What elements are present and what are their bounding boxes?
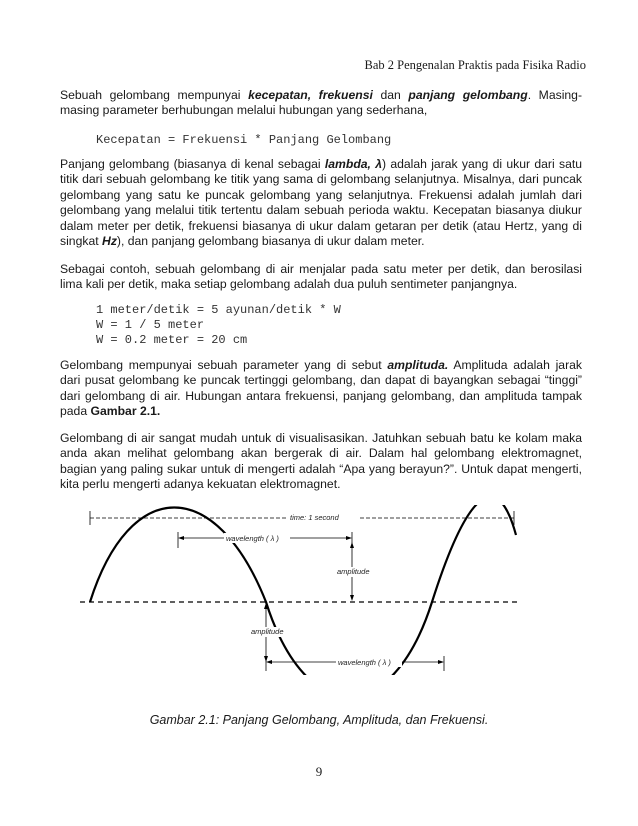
time-label: time: 1 second bbox=[290, 513, 339, 522]
formula-speed: Kecepatan = Frekuensi * Panjang Gelombang bbox=[96, 133, 392, 147]
amplitude-top-label: amplitude bbox=[337, 567, 370, 576]
paragraph-wavelength-definition: Panjang gelombang (biasanya di kenal sebagai lambda, λ) adalah jarak yang di ukur dari satu titik dari sebuah gelombang ke titik yang sama di gelombang selanjutnya. Misalnya, dari puncak gelombang yang satu ke puncak gelombang yang selanjutnya. Frekuensi adalah jumlah dari gelombang yang melalui titik tertentu dalam sebuah perioda waktu. Kecepatan biasanya diukur dalam meter per detik, frekuensi biasanya di ukur dalam getaran per detik (atau Hertz, yang di singkat Hz), dan panjang gelombang biasanya di ukur dalam meter. bbox=[60, 157, 583, 249]
sine-wave bbox=[90, 505, 516, 675]
example-calculation bbox=[96, 303, 341, 348]
paragraph-example: Sebagai contoh, sebuah gelombang di air menjalar pada satu meter per detik, dan berosilasi lima kali per detik, maka setiap gelombang adalah dua puluh sentimeter panjangnya. bbox=[60, 262, 582, 292]
paragraph-visualization: Gelombang di air sangat mudah untuk di visualisasikan. Jatuhkan sebuah batu ke kolam maka anda akan melihat gelombang akan bergerak di air. Dalam hal gelombang elektromagnet, bagian yang paling sukar untuk di mengerti adalah “Apa yang berayun?”. Untuk dapat mengerti, kita perlu mengerti adanya kekuatan elektromagnet. bbox=[60, 431, 582, 492]
term-amplitude: amplituda. bbox=[387, 358, 449, 372]
wavelength-top-label: wavelength ( λ ) bbox=[226, 534, 279, 543]
amplitude-bottom-label: amplitude bbox=[251, 627, 284, 636]
running-head: Bab 2 Pengenalan Praktis pada Fisika Radio bbox=[364, 58, 586, 72]
figure-caption: Gambar 2.1: Panjang Gelombang, Amplituda, dan Frekuensi. bbox=[149, 713, 489, 727]
term-hz: Hz bbox=[102, 234, 117, 249]
page-number: 9 bbox=[315, 764, 323, 779]
paragraph-amplitude: Gelombang mempunyai sebuah parameter yang di sebut amplituda. Amplituda adalah jarak dari pusat gelombang ke puncak tertinggi gelombang, dan dapat di bayangkan sebagai “tinggi” dari gelombang di air. Hubungan antara frekuensi, panjang gelombang, dan amplituda tampak pada Gambar 2.1. bbox=[60, 358, 583, 419]
figure-reference: Gambar 2.1. bbox=[90, 404, 161, 419]
wavelength-bottom-label: wavelength ( λ ) bbox=[338, 658, 391, 667]
term-speed-frequency: kecepatan, frekuensi bbox=[248, 88, 373, 102]
wave-figure bbox=[80, 505, 544, 675]
term-wavelength: panjang gelombang bbox=[408, 88, 528, 102]
term-lambda: lambda, λ bbox=[324, 157, 382, 171]
example-line-3: W = 0.2 meter = 20 cm bbox=[96, 333, 248, 347]
example-line-2: W = 1 / 5 meter bbox=[96, 318, 205, 332]
example-line-1: 1 meter/detik = 5 ayunan/detik * W bbox=[96, 303, 341, 317]
paragraph-wave-parameters: Sebuah gelombang mempunyai kecepatan, frekuensi dan panjang gelombang. Masing-masing parameter berhubungan melalui hubungan yang sederhana, bbox=[60, 88, 583, 118]
